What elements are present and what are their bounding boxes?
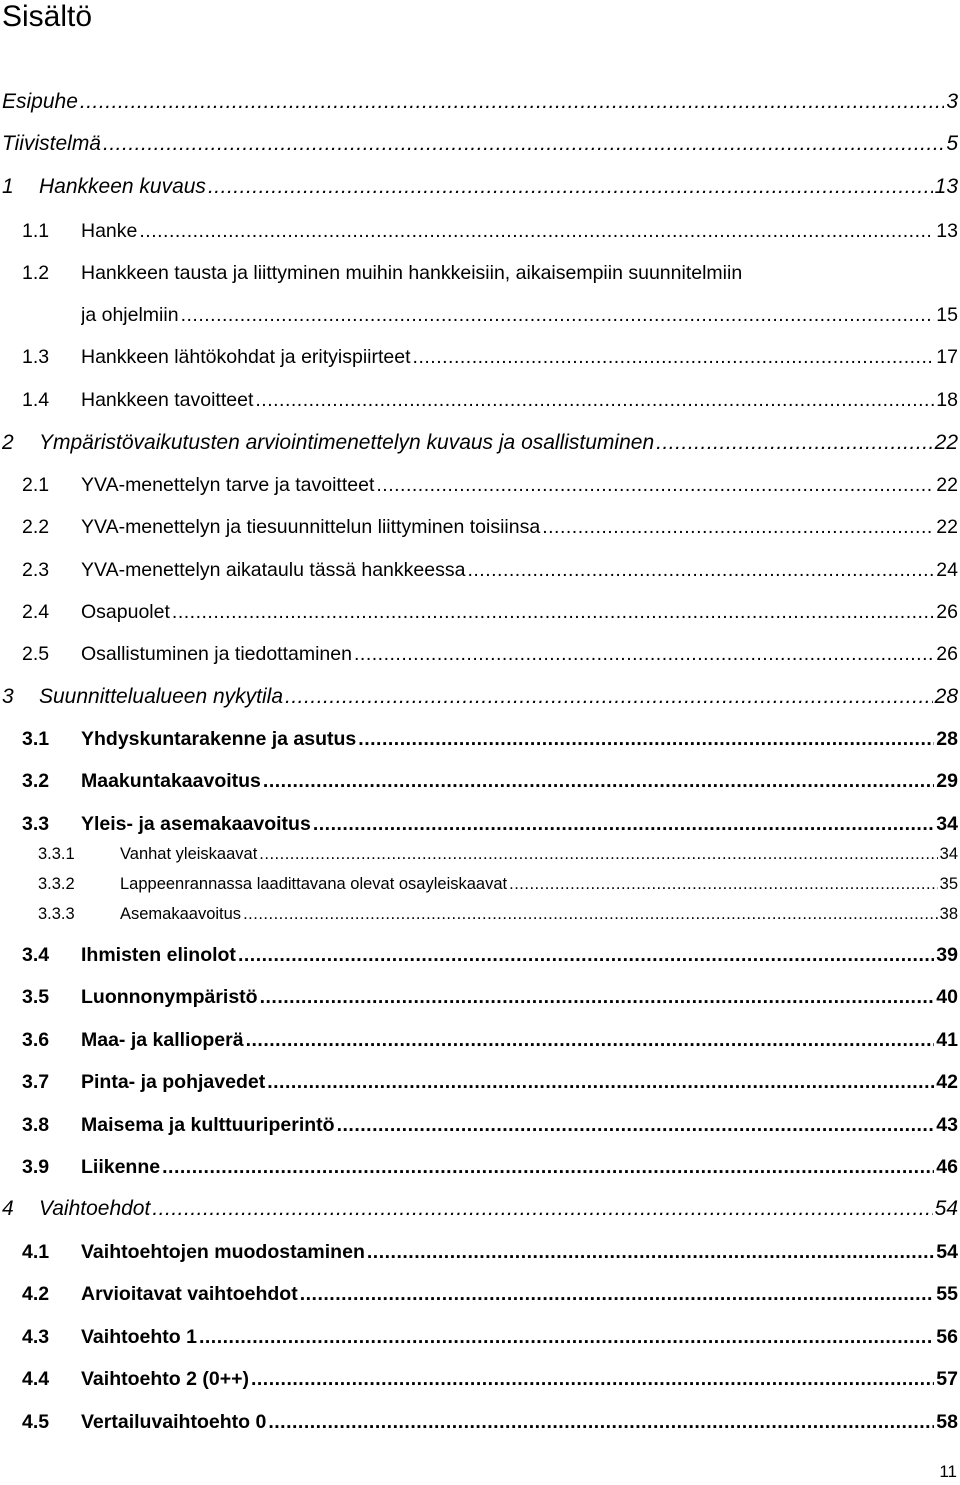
toc-entry-1-4[interactable] xyxy=(22,389,960,412)
toc-leader xyxy=(152,1197,932,1221)
toc-entry-page: 26 xyxy=(936,643,958,665)
toc-entry-4-3[interactable] xyxy=(22,1326,960,1349)
toc-entry-title: Maakuntakaavoitus xyxy=(81,770,261,792)
toc-entry-title: Maisema ja kulttuuriperintö xyxy=(81,1114,335,1136)
page-number: 11 xyxy=(939,1462,957,1481)
toc-entry-title: Osallistuminen ja tiedottaminen xyxy=(81,643,352,665)
toc-leader xyxy=(509,875,938,894)
toc-entry-page: 58 xyxy=(936,1411,958,1433)
toc-leader xyxy=(162,1156,934,1179)
toc-leader xyxy=(268,1411,934,1434)
toc-entry-tiivistelma[interactable] xyxy=(2,132,960,156)
toc-entry-number: 1.1 xyxy=(22,220,50,242)
toc-entry-page: 22 xyxy=(936,474,958,496)
toc-leader xyxy=(243,905,938,924)
toc-entry-number: 4.5 xyxy=(22,1411,50,1433)
toc-leader xyxy=(199,1326,934,1349)
toc-leader xyxy=(260,986,935,1009)
toc-leader xyxy=(267,1071,934,1094)
toc-entry-number: 4.2 xyxy=(22,1283,50,1305)
toc-entry-3-3[interactable] xyxy=(22,813,960,836)
toc-entry-2-5[interactable] xyxy=(22,643,960,666)
toc-entry-3-4[interactable] xyxy=(22,944,960,967)
toc-entry-page: 54 xyxy=(936,1241,958,1263)
toc-entry-number: 4.1 xyxy=(22,1241,50,1263)
toc-entry-title: Esipuhe xyxy=(2,90,78,113)
toc-entry-number: 4.4 xyxy=(22,1368,50,1390)
toc-entry-title: Lappeenrannassa laadittavana olevat osayleiskaavat xyxy=(120,875,508,893)
toc-entry-1-1[interactable] xyxy=(22,220,960,243)
toc-entry-page: 22 xyxy=(934,431,958,454)
toc-entry-title: YVA-menettelyn ja tiesuunnittelun liittyminen toisiinsa xyxy=(81,516,541,538)
toc-entry-4-5[interactable] xyxy=(22,1411,960,1434)
toc-leader xyxy=(300,1283,935,1306)
toc-entry-title: Luonnonympäristö xyxy=(81,986,258,1008)
toc-entry-number: 3.6 xyxy=(22,1029,50,1051)
toc-entry-number: 2.4 xyxy=(22,601,50,623)
toc-entry-3-5[interactable] xyxy=(22,986,960,1009)
toc-leader xyxy=(181,304,935,327)
toc-entry-1-3[interactable] xyxy=(22,346,960,369)
toc-entry-title: Ihmisten elinolot xyxy=(81,944,236,966)
toc-entry-number: 3.1 xyxy=(22,728,50,750)
toc-entry-title: Vaihtoehdot xyxy=(39,1197,151,1220)
toc-entry-3-6[interactable] xyxy=(22,1029,960,1052)
toc-entry-number: 2.2 xyxy=(22,516,50,538)
toc-entry-page: 43 xyxy=(936,1114,958,1136)
toc-leader xyxy=(103,132,944,156)
toc-entry-title: Yhdyskuntarakenne ja asutus xyxy=(81,728,357,750)
toc-entry-esipuhe[interactable] xyxy=(2,90,960,114)
toc-entry-title: YVA-menettelyn aikataulu tässä hankkeessa xyxy=(81,559,466,581)
toc-entry-3-1[interactable] xyxy=(22,728,960,751)
toc-entry-2-4[interactable] xyxy=(22,601,960,624)
toc-leader xyxy=(172,601,934,624)
toc-entry-number: 3 xyxy=(2,685,14,708)
toc-entry-page: 26 xyxy=(936,601,958,623)
toc-entry-title: Vaihtoehto 1 xyxy=(81,1326,197,1348)
toc-entry-page: 22 xyxy=(936,516,958,538)
toc-entry-page: 35 xyxy=(939,875,958,893)
toc-leader xyxy=(313,813,934,836)
toc-entry-number: 4.3 xyxy=(22,1326,50,1348)
toc-entry-3-3-1[interactable] xyxy=(38,845,960,864)
toc-entry-title: Hankkeen kuvaus xyxy=(39,175,206,198)
toc-entry-title: Osapuolet xyxy=(81,601,170,623)
toc-leader xyxy=(285,685,933,709)
toc-entry-title: Suunnittelualueen nykytila xyxy=(39,685,284,708)
toc-entry-title: Arvioitavat vaihtoehdot xyxy=(81,1283,298,1305)
toc-entry-page: 24 xyxy=(936,559,958,581)
toc-entry-page: 34 xyxy=(939,845,958,863)
toc-entry-chapter-4[interactable] xyxy=(2,1197,960,1221)
toc-entry-page: 39 xyxy=(936,944,958,966)
toc-entry-3-8[interactable] xyxy=(22,1114,960,1137)
toc-entry-3-7[interactable] xyxy=(22,1071,960,1094)
toc-leader xyxy=(467,559,934,582)
toc-leader xyxy=(376,474,934,497)
toc-entry-title: Liikenne xyxy=(81,1156,161,1178)
toc-leader xyxy=(238,944,934,967)
toc-entry-title: Yleis- ja asemakaavoitus xyxy=(81,813,311,835)
toc-entry-page: 15 xyxy=(936,304,958,326)
toc-entry-title: Hanke xyxy=(81,220,138,242)
toc-leader xyxy=(337,1114,935,1137)
toc-entry-title: Hankkeen tausta ja liittyminen muihin hankkeisiin, aikaisempiin suunnitelmiin xyxy=(81,262,743,284)
toc-entry-title-continuation: ja ohjelmiin xyxy=(81,304,179,326)
toc-entry-4-4[interactable] xyxy=(22,1368,960,1391)
toc-entry-3-2[interactable] xyxy=(22,770,960,793)
toc-entry-title: YVA-menettelyn tarve ja tavoitteet xyxy=(81,474,375,496)
toc-leader xyxy=(80,90,944,114)
toc-entry-3-3-3[interactable] xyxy=(38,905,960,924)
toc-leader xyxy=(413,346,935,369)
toc-entry-4-1[interactable] xyxy=(22,1241,960,1264)
toc-entry-page: 28 xyxy=(934,685,958,708)
toc-entry-title: Hankkeen tavoitteet xyxy=(81,389,254,411)
toc-entry-2-2[interactable] xyxy=(22,516,960,539)
toc-leader xyxy=(251,1368,934,1391)
toc-entry-page: 13 xyxy=(934,175,958,198)
toc-entry-3-9[interactable] xyxy=(22,1156,960,1179)
toc-entry-title: Vertailuvaihtoehto 0 xyxy=(81,1411,267,1433)
toc-entry-number: 3.3.1 xyxy=(38,845,75,863)
toc-entry-1-2-continuation[interactable] xyxy=(81,304,960,327)
toc-entry-title: Pinta- ja pohjavedet xyxy=(81,1071,266,1093)
toc-leader xyxy=(367,1241,934,1264)
toc-entry-number: 2.5 xyxy=(22,643,50,665)
toc-entry-page: 28 xyxy=(936,728,958,750)
toc-entry-number: 3.3.3 xyxy=(38,905,75,923)
toc-entry-number: 3.3 xyxy=(22,813,50,835)
toc-leader xyxy=(354,643,934,666)
toc-entry-title: Hankkeen lähtökohdat ja erityispiirteet xyxy=(81,346,411,368)
toc-leader xyxy=(139,220,934,243)
toc-entry-number: 1.2 xyxy=(22,262,50,284)
toc-entry-1-2[interactable] xyxy=(22,262,960,285)
toc-leader xyxy=(246,1029,935,1052)
toc-entry-number: 3.3.2 xyxy=(38,875,75,893)
toc-entry-page: 57 xyxy=(936,1368,958,1390)
toc-entry-2-1[interactable] xyxy=(22,474,960,497)
toc-entry-number: 2 xyxy=(2,431,14,454)
toc-entry-page: 40 xyxy=(936,986,958,1008)
toc-leader xyxy=(208,175,933,199)
toc-entry-page: 34 xyxy=(936,813,958,835)
toc-entry-chapter-1[interactable] xyxy=(2,175,960,199)
toc-entry-page: 13 xyxy=(936,220,958,242)
toc-entry-page: 29 xyxy=(936,770,958,792)
toc-entry-page: 3 xyxy=(946,90,958,113)
toc-entry-title: Asemakaavoitus xyxy=(120,905,242,923)
toc-entry-title: Vaihtoehtojen muodostaminen xyxy=(81,1241,365,1263)
toc-entry-title: Vanhat yleiskaavat xyxy=(120,845,258,863)
toc-leader xyxy=(263,770,934,793)
toc-entry-number: 1.3 xyxy=(22,346,50,368)
toc-entry-page: 38 xyxy=(939,905,958,923)
toc-entry-number: 3.7 xyxy=(22,1071,50,1093)
toc-entry-number: 2.1 xyxy=(22,474,50,496)
toc-entry-3-3-2[interactable] xyxy=(38,875,960,894)
toc-entry-number: 1.4 xyxy=(22,389,50,411)
toc-entry-number: 2.3 xyxy=(22,559,50,581)
toc-entry-title: Tiivistelmä xyxy=(2,132,101,155)
toc-entry-number: 1 xyxy=(2,175,14,198)
toc-entry-page: 41 xyxy=(936,1029,958,1051)
toc-entry-page: 5 xyxy=(946,132,958,155)
toc-entry-4-2[interactable] xyxy=(22,1283,960,1306)
toc-entry-title: Ympäristövaikutusten arviointimenettelyn kuvaus ja osallistuminen xyxy=(39,431,655,454)
toc-entry-page: 18 xyxy=(936,389,958,411)
toc-entry-page: 17 xyxy=(936,346,958,368)
page-title: Sisältö xyxy=(2,0,93,33)
toc-entry-number: 3.9 xyxy=(22,1156,50,1178)
toc-entry-title: Maa- ja kallioperä xyxy=(81,1029,244,1051)
toc-leader xyxy=(259,845,937,864)
toc-entry-page: 56 xyxy=(936,1326,958,1348)
toc-entry-number: 3.4 xyxy=(22,944,50,966)
toc-leader xyxy=(656,431,933,455)
toc-entry-page: 54 xyxy=(934,1197,958,1220)
toc-entry-title: Vaihtoehto 2 (0++) xyxy=(81,1368,249,1390)
toc-entry-page: 46 xyxy=(936,1156,958,1178)
toc-entry-number: 3.5 xyxy=(22,986,50,1008)
toc-leader xyxy=(542,516,934,539)
toc-entry-page: 55 xyxy=(936,1283,958,1305)
toc-entry-number: 3.8 xyxy=(22,1114,50,1136)
toc-leader xyxy=(358,728,934,751)
toc-entry-2-3[interactable] xyxy=(22,559,960,582)
toc-entry-number: 3.2 xyxy=(22,770,50,792)
toc-leader xyxy=(255,389,934,412)
toc-entry-chapter-3[interactable] xyxy=(2,685,960,709)
toc-entry-page: 42 xyxy=(936,1071,958,1093)
toc-entry-chapter-2[interactable] xyxy=(2,431,960,455)
toc-entry-number: 4 xyxy=(2,1197,14,1220)
